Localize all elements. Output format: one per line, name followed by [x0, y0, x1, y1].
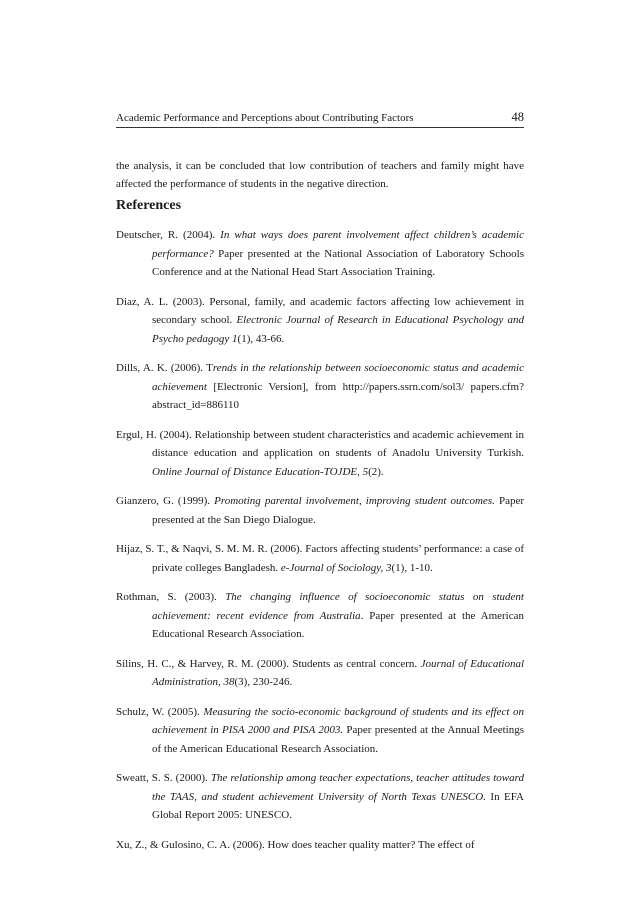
reference-title: The changing influence of socioeconomic status on student achievement: recent evidence from Australia: [152, 591, 524, 622]
page-number: 48: [511, 110, 524, 124]
reference-item: [116, 426, 524, 482]
running-header-title: Academic Performance and Perceptions about Contributing Factors: [116, 112, 414, 124]
reference-details: In EFA Global Report 2005: UNESCO.: [152, 790, 524, 821]
reference-title: Promoting parental involvement, improving student outcomes.: [214, 495, 495, 507]
reference-details: . Paper presented at the American Educational Research Association.: [152, 609, 524, 640]
reference-authors: Rothman, S. (2003).: [116, 591, 226, 603]
body-paragraph: the analysis, it can be concluded that low contribution of teachers and family might have affected the performance of students in the negative direction.: [116, 160, 524, 190]
reference-authors: Xu, Z., & Gulosino, C. A. (2006). How does teacher quality matter? The effect of: [116, 838, 475, 851]
reference-title: Measuring the socio-economic background of students and its effect on achievement in PISA 2000 and PISA 2003.: [152, 705, 524, 736]
reference-authors: Silins, H. C., & Harvey, R. M. (2000). Students as central concern.: [116, 657, 421, 670]
reference-details: Paper presented at the National Association of Laboratory Schools Conference and at the National Head Start Association Training.: [152, 247, 524, 278]
reference-authors: Schulz, W. (2005).: [116, 705, 204, 718]
reference-item: [116, 588, 524, 644]
reference-item: [116, 836, 524, 855]
reference-details: (1), 43-66.: [237, 332, 285, 345]
reference-details: Paper presented at the San Diego Dialogue.: [152, 495, 524, 526]
reference-authors: Diaz, A. L. (2003). Personal, family, and academic factors affecting low achievement in secondary school.: [116, 295, 524, 326]
reference-details: Paper presented at the Annual Meetings of the American Educational Research Association.: [152, 724, 524, 755]
references-heading: References: [116, 198, 182, 213]
reference-list: [116, 226, 524, 865]
reference-title: e-Journal of Sociology, 3: [280, 561, 392, 574]
reference-authors: Dills, A. K. (2006). T: [116, 362, 213, 374]
reference-details: (3), 230-246.: [234, 676, 293, 688]
reference-details: [Electronic Version], from http://papers.ssrn.com/sol3/ papers.cfm? abstract_id=886110: [152, 380, 524, 411]
reference-item: [116, 492, 524, 529]
reference-item: [116, 655, 524, 692]
reference-item: [116, 293, 524, 349]
running-header: [116, 111, 524, 128]
reference-item: [116, 703, 524, 759]
reference-authors: Sweatt, S. S. (2000).: [116, 772, 211, 784]
reference-authors: Deutscher, R. (2004).: [116, 229, 221, 241]
reference-authors: Gianzero, G. (1999).: [116, 495, 215, 507]
reference-title: The relationship among teacher expectations, teacher attitudes toward the TAAS, and student achievement University of North Texas UNESCO.: [152, 772, 524, 803]
reference-title: Journal of Educational Administration, 38: [152, 657, 524, 688]
reference-authors: Ergul, H. (2004). Relationship between student characteristics and academic achievement in distance education and application on students of Anadolu University Turkish.: [116, 428, 524, 459]
reference-details: (1), 1-10.: [391, 561, 433, 574]
reference-item: [116, 769, 524, 825]
reference-title: Online Journal of Distance Education-TOJDE, 5: [152, 465, 369, 478]
reference-title: In what ways does parent involvement affect children’s academic performance?: [152, 229, 524, 260]
reference-item: [116, 226, 524, 282]
reference-title: Electronic Journal of Research in Educational Psychology and Psycho pedagogy 1: [152, 314, 525, 345]
reference-item: [116, 359, 524, 415]
reference-details: (2).: [368, 465, 384, 478]
reference-title: rends in the relationship between socioeconomic status and academic achievement: [152, 362, 524, 393]
reference-authors: Hijaz, S. T., & Naqvi, S. M. M. R. (2006). Factors affecting students’ performance: a case of private colleges Bangladesh.: [116, 543, 524, 574]
reference-item: [116, 540, 524, 577]
